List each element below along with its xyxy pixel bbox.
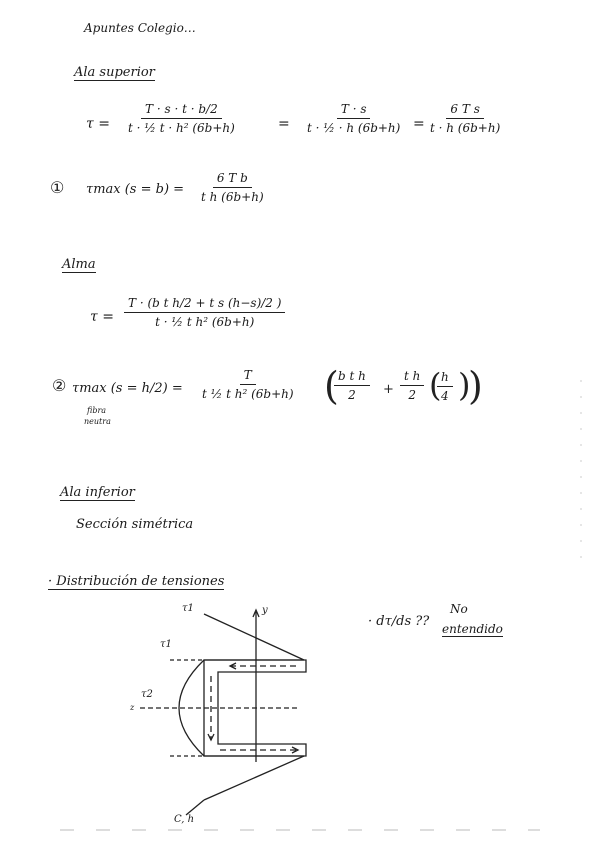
eq4-denominator: t ½ t h² (6b+h)	[202, 387, 294, 401]
eq4-lhs: τmax (s = h/2) =	[72, 381, 183, 396]
eq4-close-paren: )	[468, 364, 483, 408]
eq3-denominator: t · ½ t h² (6b+h)	[155, 315, 255, 329]
section-title-lower-flange: Ala inferior	[60, 485, 135, 500]
diagram-label-tau1-left: τ1	[160, 639, 172, 650]
eq2-denominator: t h (6b+h)	[201, 190, 264, 204]
eq4-open-paren: (	[324, 364, 339, 408]
diagram-label-y: y	[262, 605, 268, 616]
diagram-label-cg: C, h	[174, 814, 195, 825]
eq3-lhs: τ =	[90, 309, 114, 325]
eq1-fraction-2-numerator: T · s	[337, 102, 371, 119]
eq4-paren-fraction-1-denominator: 2	[348, 388, 356, 402]
eq1-fraction-1-denominator: t · ½ t · h² (6b+h)	[128, 121, 235, 135]
eq4-note-neutra: neutra	[84, 417, 111, 426]
eq1-equals-2: =	[278, 116, 290, 132]
eq1-fraction-3-denominator: t · h (6b+h)	[430, 121, 501, 135]
eq4-inner-open-paren: (	[429, 366, 442, 404]
eq4-inner-denominator: 4	[441, 389, 449, 403]
diagram-label-tau1-top: τ1	[182, 603, 194, 614]
side-note-no: No	[450, 602, 468, 616]
eq4-inner-numerator: h	[437, 370, 453, 387]
eq1-equals-3: =	[413, 116, 425, 132]
eq4-paren-fraction-1-numerator: b t h	[334, 369, 370, 386]
eq4-numerator: T	[240, 368, 256, 385]
diagram-label-z: z	[130, 703, 135, 712]
eq1-fraction-1-numerator: T · s · t · b/2	[141, 102, 222, 119]
eq4-inner-close-paren: )	[458, 366, 471, 404]
eq1-lhs: τ =	[86, 116, 110, 132]
item-1-marker: ①	[50, 178, 65, 197]
eq4-paren-fraction-2-denominator: 2	[408, 388, 416, 402]
side-note-understood: entendido	[442, 622, 503, 636]
side-note-question: · dτ/ds ??	[368, 614, 430, 629]
eq4-note-fibra: fibra	[87, 406, 107, 415]
eq2-numerator: 6 T b	[213, 171, 252, 188]
section-title-web: Alma	[62, 257, 96, 272]
eq4-paren-fraction-2-numerator: t h	[400, 369, 424, 386]
lower-flange-text: Sección simétrica	[76, 517, 194, 532]
section-title-upper-flange: Ala superior	[74, 65, 155, 80]
page-header: Apuntes Colegio…	[84, 21, 196, 35]
eq1-fraction-3-numerator: 6 T s	[446, 102, 483, 119]
diagram-label-tau2: τ2	[141, 689, 153, 700]
eq1-fraction-2-denominator: t · ½ · h (6b+h)	[307, 121, 401, 135]
eq3-numerator: T · (b t h/2 + t s (h−s)/2 )	[124, 296, 285, 313]
item-2-marker: ②	[52, 376, 67, 395]
eq2-lhs: τmax (s = b) =	[86, 182, 185, 197]
eq4-plus: +	[383, 382, 394, 397]
section-title-distribution: · Distribución de tensiones	[48, 574, 225, 589]
